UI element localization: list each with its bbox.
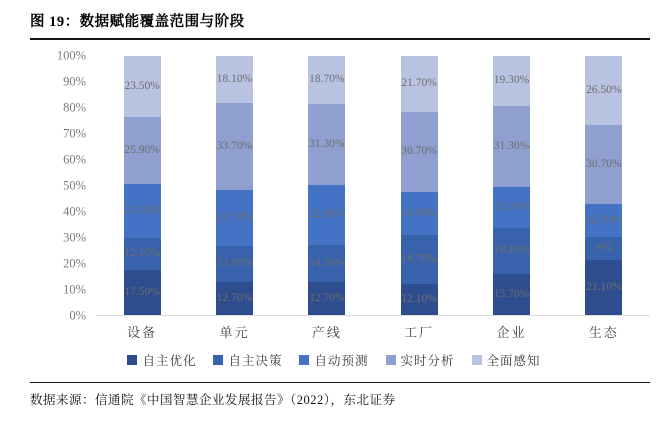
bar-segment-label: 18.10% — [493, 244, 530, 257]
data-source-note: 数据来源：信通院《中国智慧企业发展报告》（2022），东北证券 — [30, 393, 396, 407]
x-axis-category-label: 单元 — [219, 325, 250, 340]
bar-segment — [124, 56, 161, 117]
y-axis-tick-label: 90% — [63, 74, 86, 89]
bar-segment — [308, 56, 345, 104]
bar-segment — [216, 246, 253, 282]
bar-segment — [585, 204, 622, 237]
x-axis-labels — [96, 322, 650, 341]
bar-segment — [124, 270, 161, 315]
bar-segment — [308, 104, 345, 185]
y-axis-tick-label: 60% — [63, 152, 86, 167]
bar-segment — [124, 184, 161, 239]
bar-segment — [493, 274, 530, 315]
x-axis-category-label: 产线 — [311, 325, 342, 340]
footer-divider — [30, 382, 650, 383]
legend-label: 自主决策 — [228, 354, 283, 368]
y-axis-tick-label: 80% — [63, 100, 86, 115]
bar-segment-label: 26.50% — [586, 83, 622, 96]
bar-segment-label: 12.70% — [309, 291, 345, 304]
stacked-bar-chart — [34, 48, 650, 323]
bar-segment-label: 21.10% — [586, 280, 622, 293]
bar-segment-label: 21.70% — [216, 211, 253, 224]
y-axis-tick-label: 20% — [63, 256, 86, 271]
bar-segment — [401, 235, 438, 283]
y-axis-tick-label: 0% — [69, 308, 86, 323]
bar-segment-label: 12.10% — [124, 247, 160, 260]
legend-item — [386, 351, 455, 369]
stacked-bar — [124, 56, 161, 315]
bar-segment-label: 9% — [596, 241, 612, 254]
y-axis-tick-label: 30% — [63, 230, 86, 245]
legend-item — [127, 351, 196, 369]
stacked-bar — [585, 56, 622, 315]
figure-title-row — [30, 10, 650, 40]
bar-segment — [216, 103, 253, 190]
y-axis-tick-label: 50% — [63, 178, 86, 193]
y-axis-tick-label: 40% — [63, 204, 86, 219]
legend-label: 自动预测 — [314, 354, 369, 368]
bar-segment-label: 21.10% — [124, 204, 160, 217]
legend-label: 自主优化 — [142, 354, 197, 368]
bar-segment — [493, 106, 530, 187]
bar-segment-label: 30.70% — [401, 145, 437, 158]
legend-label: 全面感知 — [486, 354, 541, 368]
legend-swatch-icon — [213, 355, 223, 365]
stacked-bar — [493, 56, 530, 315]
bar-column — [373, 56, 465, 315]
bar-segment — [308, 245, 345, 283]
legend-item — [299, 351, 368, 369]
bar-segment — [308, 185, 345, 244]
bar-segment-label: 14.50% — [309, 256, 345, 269]
legend-swatch-icon — [299, 355, 309, 365]
bar-segment-label: 18.70% — [401, 252, 437, 265]
bar-segment — [401, 192, 438, 236]
bar-segment-label: 31.30% — [493, 139, 530, 152]
x-axis-category-label: 企业 — [496, 325, 527, 340]
y-axis — [34, 48, 96, 323]
bar-segment — [401, 284, 438, 315]
legend — [0, 351, 668, 369]
bar-segment-label: 25.90% — [124, 143, 160, 156]
bar-segment-label: 13.90% — [216, 257, 253, 270]
bar-segment — [585, 237, 622, 260]
bar-segment — [124, 117, 161, 184]
bar-segment — [585, 125, 622, 205]
legend-label: 实时分析 — [400, 354, 455, 368]
stacked-bar — [308, 56, 345, 315]
bar-segment — [124, 238, 161, 269]
bar-column — [558, 56, 650, 315]
plot-area — [96, 56, 650, 316]
y-axis-tick-label: 10% — [63, 282, 86, 297]
bar-segment-label: 15.70% — [493, 287, 530, 300]
bar-segment-label: 30.70% — [586, 157, 622, 170]
bar-segment-label: 16.90% — [401, 206, 437, 219]
bar-segment — [585, 260, 622, 315]
legend-swatch-icon — [472, 355, 482, 365]
stacked-bar — [401, 56, 438, 315]
bar-segment-label: 12.10% — [401, 292, 437, 305]
source-row — [30, 390, 650, 409]
bar-segment-label: 33.70% — [216, 139, 253, 152]
y-axis-tick-label: 100% — [56, 48, 86, 63]
bar-segment-label: 17.50% — [124, 285, 160, 298]
bar-segment-label: 12.70% — [216, 291, 253, 304]
legend-item — [472, 351, 541, 369]
bar-segment — [216, 282, 253, 315]
legend-item — [213, 351, 282, 369]
bar-column — [96, 56, 188, 315]
x-axis-category-label: 生态 — [588, 325, 619, 340]
bar-segment — [493, 228, 530, 275]
bar-column — [465, 56, 557, 315]
bar-segment-label: 18.10% — [216, 72, 253, 85]
bar-segment — [308, 282, 345, 315]
x-axis-category-label: 设备 — [127, 325, 158, 340]
y-axis-tick-label: 70% — [63, 126, 86, 141]
bar-segment-label: 15.70% — [493, 200, 530, 213]
legend-swatch-icon — [386, 355, 396, 365]
bar-segment-label: 23.50% — [124, 79, 160, 92]
bar-segment — [401, 112, 438, 191]
legend-swatch-icon — [127, 355, 137, 365]
bar-column — [188, 56, 280, 315]
bar-segment-label: 21.70% — [401, 77, 437, 90]
bar-segment — [216, 56, 253, 103]
bar-segment-label: 12.70% — [586, 213, 622, 226]
bar-segment — [493, 56, 530, 106]
figure-title: 图 19：数据赋能覆盖范围与阶段 — [30, 14, 245, 30]
bar-segment-label: 19.30% — [493, 74, 530, 87]
bar-column — [281, 56, 373, 315]
bar-segment — [493, 187, 530, 228]
bar-segment — [216, 190, 253, 246]
bar-segment — [401, 56, 438, 112]
stacked-bar — [216, 56, 253, 315]
bar-segment — [585, 56, 622, 125]
bar-segment-label: 31.30% — [309, 138, 345, 151]
bar-segment-label: 18.70% — [309, 73, 345, 86]
x-axis-category-label: 工厂 — [404, 325, 435, 340]
figure — [0, 10, 668, 424]
bar-segment-label: 22.90% — [309, 208, 345, 221]
